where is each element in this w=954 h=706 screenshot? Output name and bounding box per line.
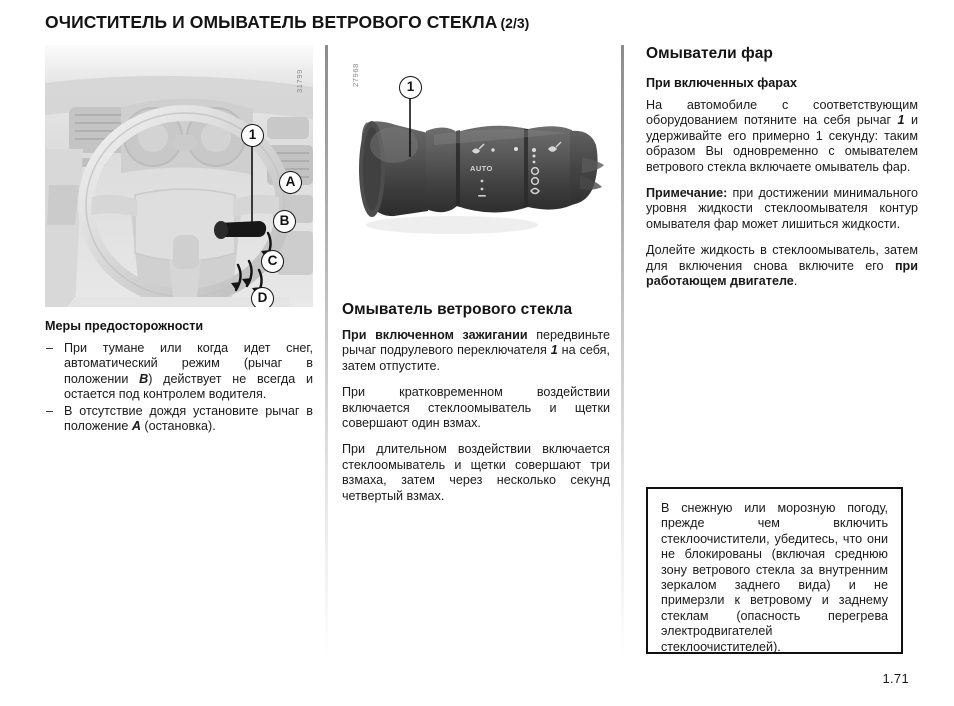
headlamp-p3-b: . (793, 274, 798, 289)
stalk-illustration (342, 45, 610, 295)
dashboard-position-label-b: B (273, 210, 296, 233)
column-divider-left (325, 45, 328, 660)
washer-paragraph-1 (342, 328, 610, 374)
headlamp-p1-a: На автомобиле с соответствующим оборудованием потяните на себя рычаг (646, 98, 918, 128)
precautions-block (45, 319, 313, 434)
washer-paragraph-2: При кратковременном воздействии включается стеклоомыватель и щетки совершают один взмах. (342, 385, 610, 431)
dashboard-figure (45, 45, 313, 307)
list-item-text-b: (остановка). (140, 419, 216, 434)
washer-p1-b: на себя, затем отпустите. (342, 343, 610, 373)
dashboard-callout-1: 1 (241, 124, 264, 147)
headlamp-paragraph-2 (646, 186, 918, 232)
dashboard-position-label-c: C (261, 250, 284, 273)
svg-text:AUTO: AUTO (470, 164, 493, 173)
list-item-text-a: При тумане или когда идет снег, автоматический режим (рычаг в положении (64, 341, 313, 386)
figure-reference-code: 31799 (295, 69, 304, 93)
washer-p1-emphasis: 1 (550, 343, 558, 358)
washer-p1-a: передвиньте рычаг подрулевого переключателя (342, 328, 610, 358)
list-dash: – (46, 341, 54, 355)
list-item (45, 404, 313, 435)
stalk-figure (342, 45, 610, 295)
washer-heading: Омыватель ветрового стекла (342, 301, 573, 318)
washer-section (342, 301, 610, 504)
headlamp-p3-bold: при работающем двигателе (646, 258, 918, 289)
list-dash: – (46, 403, 54, 418)
page-title: ОЧИСТИТЕЛЬ И ОМЫВАТЕЛЬ ВЕТРОВОГО СТЕКЛА (45, 12, 498, 32)
stalk-callout-1: 1 (399, 76, 422, 99)
dashboard-position-label-a: A (279, 171, 302, 194)
column-middle (342, 45, 610, 504)
page-number: 1.71 (882, 671, 909, 686)
column-divider-right (621, 45, 624, 660)
dashboard-position-label-d: D (251, 287, 274, 307)
headlamp-washer-heading: Омыватели фар (646, 45, 773, 62)
warning-text: В снежную или морозную погоду, прежде чем включить стеклоочистители, убедитесь, что они не блокированы (включая среднюю зону ветрового стекла за внутренним зеркалом заднего вида) и не примерзли к ветровому и заднему стеклам (опасность перегрева электродвигателей стеклоочистителей). (661, 501, 888, 654)
precautions-list (45, 341, 313, 434)
headlamp-paragraph-1 (646, 98, 918, 175)
headlamp-paragraph-3 (646, 243, 918, 289)
washer-paragraph-3: При длительном воздействии включается стеклоомыватель и щетки совершают три взмаха, затем через несколько секунд четвертый взмах. (342, 442, 610, 503)
list-item-text-a: В отсутствие дождя установите рычаг в положение (64, 403, 313, 434)
column-left (45, 45, 313, 435)
warning-box (646, 487, 903, 654)
list-item-emphasis: A (131, 419, 141, 434)
note-text: при достижении минимального уровня жидкости стеклоомывателя контур омывателя фар может лишиться жидкости. (646, 186, 918, 231)
list-item (45, 341, 313, 403)
precautions-heading: Меры предосторожности (45, 319, 204, 333)
page-header (45, 12, 925, 33)
list-item-text-b: ) действует не всегда и остается под контролем водителя. (64, 371, 313, 402)
headlamp-p1-b: и удерживайте его примерно 1 секунду: таким образом Вы одновременно с омывателем ветрового стекла включаете омыватель фар. (646, 113, 918, 174)
note-label: Примечание: (646, 186, 728, 201)
headlamp-washer-subheading: При включенных фарах (646, 76, 797, 90)
washer-p1-bold: При включенном зажигании (342, 328, 528, 342)
headlamp-p1-emphasis: 1 (897, 113, 905, 128)
page-indicator: (2/3) (500, 15, 530, 31)
list-item-emphasis: B (139, 371, 149, 386)
figure-reference-code: 27968 (351, 63, 360, 87)
column-right (646, 45, 918, 289)
headlamp-p3-a: Долейте жидкость в стеклоомыватель, затем для включения снова включите его (646, 243, 918, 273)
